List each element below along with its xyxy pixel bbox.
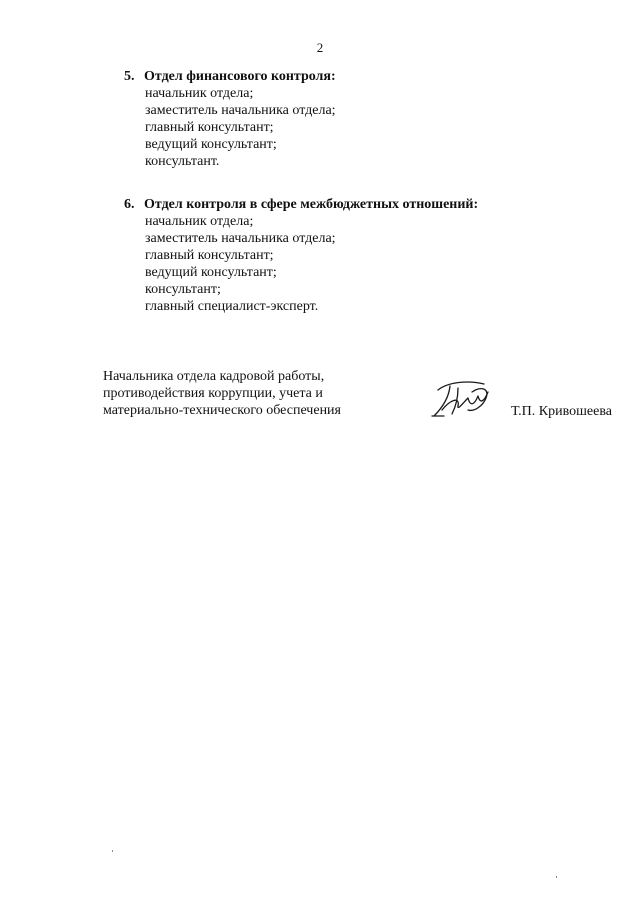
- page-number: 2: [316, 40, 324, 55]
- section-number: 6.: [124, 197, 135, 212]
- list-item: заместитель начальника отдела;: [145, 103, 336, 118]
- list-item: ведущий консультант;: [145, 137, 277, 152]
- list-item: главный специалист-эксперт.: [145, 299, 319, 314]
- section-financial-control: [124, 68, 336, 170]
- handwritten-signature-icon: [428, 376, 498, 420]
- section-number: 5.: [124, 69, 135, 84]
- signer-title-line: противодействия коррупции, учета и: [103, 386, 323, 401]
- list-item: начальник отдела;: [145, 214, 254, 229]
- section-heading: [124, 68, 336, 85]
- list-item: консультант.: [145, 154, 220, 169]
- signer-title-line: материально-технического обеспечения: [103, 403, 341, 418]
- section-title: Отдел контроля в сфере межбюджетных отношений:: [144, 197, 479, 212]
- section-title: Отдел финансового контроля:: [144, 69, 336, 84]
- section-interbudget-control: [124, 196, 478, 315]
- list-item: главный консультант;: [145, 248, 274, 263]
- positions-list: [124, 85, 336, 170]
- positions-list: [124, 213, 478, 315]
- signer-title: [103, 368, 341, 419]
- list-item: начальник отдела;: [145, 86, 254, 101]
- signer-title-line: Начальника отдела кадровой работы,: [103, 369, 325, 384]
- section-heading: [124, 196, 478, 213]
- list-item: ведущий консультант;: [145, 265, 277, 280]
- scan-speck: [556, 876, 557, 878]
- list-item: консультант;: [145, 282, 221, 297]
- scan-speck: [112, 850, 113, 852]
- list-item: заместитель начальника отдела;: [145, 231, 336, 246]
- list-item: главный консультант;: [145, 120, 274, 135]
- signer-name: Т.П. Кривошеева: [511, 404, 612, 419]
